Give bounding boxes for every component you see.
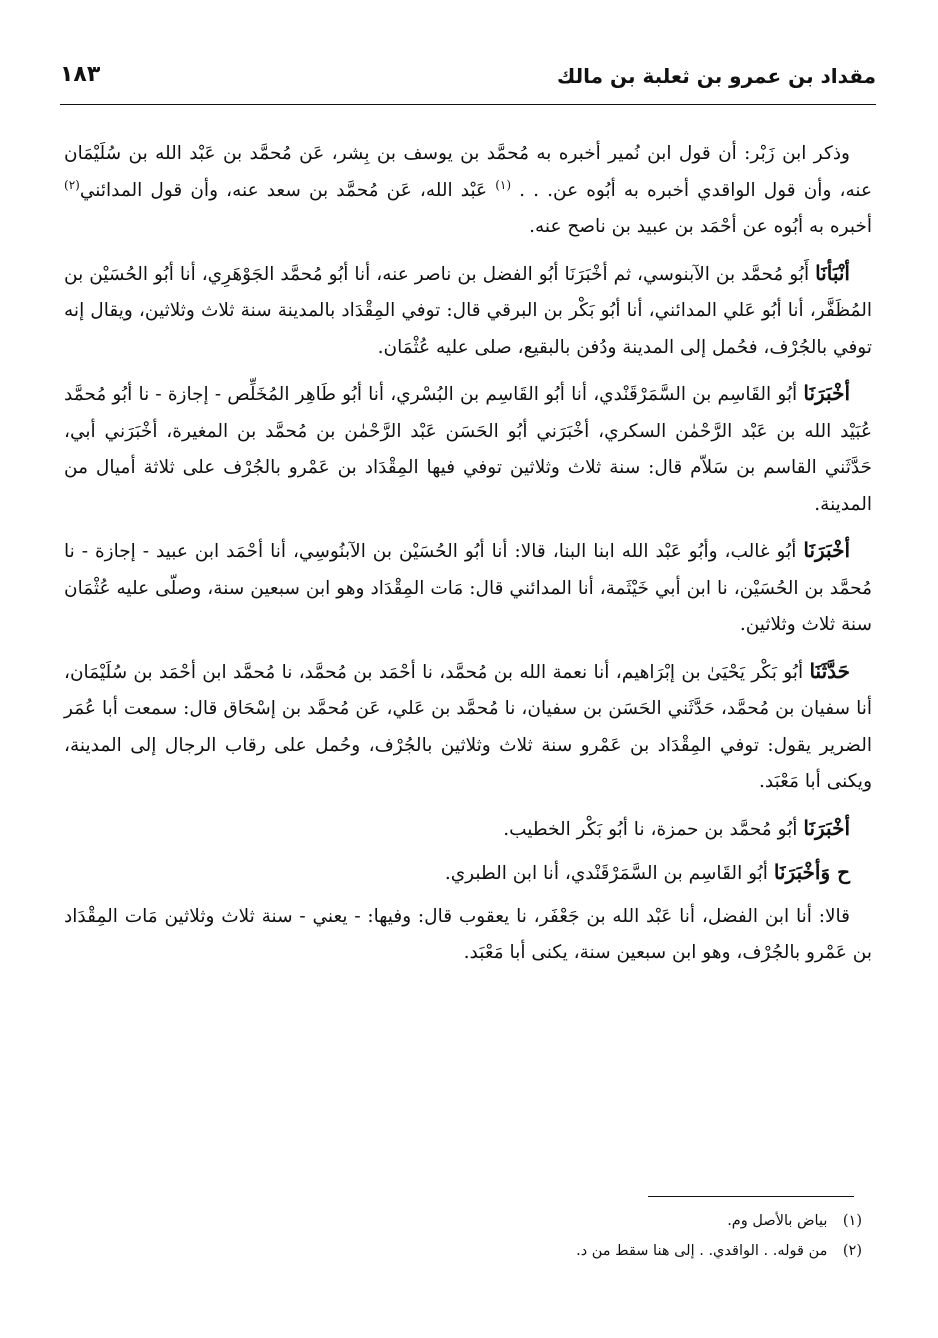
paragraph-8 — [64, 899, 872, 972]
footnote-text: من قوله. . الواقدي. . إلى هنا سقط من د. — [576, 1243, 828, 1259]
isnad-lead-word: أنْبَأنَا — [815, 260, 850, 285]
footnote-2 — [64, 1236, 862, 1266]
isnad-lead-word: أخْبَرَنَا — [803, 381, 850, 405]
footnote-divider — [648, 1196, 854, 1197]
page-number: ١٨٣ — [60, 62, 101, 87]
footnote-reference-2: (٢) — [64, 177, 80, 192]
footnote-reference-1: (١) — [495, 177, 512, 192]
paragraph-text-continued: عَبْد الله، عَن مُحمَّد بن سعد عنه، وأن قول المدائني — [79, 179, 496, 201]
footnote-number: (١) — [842, 1213, 862, 1229]
paragraph-1 — [64, 136, 872, 246]
paragraph-5 — [64, 653, 872, 801]
footnote-number: (٢) — [842, 1243, 862, 1259]
header-divider — [60, 104, 876, 105]
isnad-lead-word: حَدَّثَنَا — [809, 658, 850, 683]
paragraph-text: قالا: أنا ابن الفضل، أنا عَبْد الله بن جَعْفَر، نا يعقوب قال: وفيها: - يعني - سنة ثلاث وثلاثين مَات المِقْدَاد بن عَمْرو بالجُرْف، وهو ابن سبعين سنة، يكنى أبا مَعْبَد. — [64, 905, 872, 963]
main-text — [64, 136, 872, 981]
paragraph-text: أَبُو مُحمَّد بن الآبنوسي، ثم أخْبَرَنَا أبُو الفضل بن ناصر عنه، أنا أبُو مُحمَّد الجَوْهَرِي، أنا أبُو الحُسَيْن بن المُظَفَّر، أنا أبُو عَلي المدائني، أنا أبُو بَكْر بن البرقي قال: توفي المِقْدَاد بالمدينة سنة ثلاث وثلاثين، ويقال إنه توفي بالجُرْف، فحُمل إلى المدينة ودُفن بالبقيع، صلى عليه عُثْمَان. — [64, 263, 872, 358]
isnad-lead-word: أخْبَرَنَا — [803, 815, 850, 840]
paragraph-text: أبُو بَكْر يَحْيَىٰ بن إبْرَاهيم، أنا نعمة الله بن مُحمَّد، نا أحْمَد بن مُحمَّد، نا مُحمَّد ابن أحْمَد بن سُلَيْمَان، أنا سفيان بن مُحمَّد، حَدَّثَني الحَسَن بن سفيان، نا مُحمَّد بن عَلي، عَن مُحمَّد بن إسْحَاق قال: سمعت أبا عُمَر الضرير يقول: توفي المِقْدَاد بن عَمْرو سنة ثلاث وثلاثين بالجُرْف، وحُمل على رقاب الرجال إلى المدينة، ويكنى أبا مَعْبَد. — [64, 661, 872, 792]
paragraph-text: أبُو القَاسِم بن السَّمَرْقَنْدي، أنا ابن الطبري. — [444, 863, 774, 884]
running-title: مقداد بن عمرو بن ثعلبة بن مالك — [557, 64, 876, 88]
paragraph-2 — [64, 255, 872, 367]
paragraph-3 — [64, 375, 872, 523]
paragraph-text: وذكر ابن زَبْر: أن قول ابن نُمير أخبره به مُحمَّد بن يوسف بن بِشر، عَن مُحمَّد بن عَبْد الله بن سُلَيْمَان عنه، وأن قول الواقدي أخبره به أبُوه عن. . . — [64, 143, 872, 201]
paragraph-text-continued: أخبره به أبُوه عن أحْمَد بن عبيد بن ناصح عنه. — [529, 216, 872, 237]
footnote-text: بياض بالأصل وم. — [727, 1213, 828, 1229]
paragraph-4 — [64, 532, 872, 644]
isnad-lead-word: ح وَأخْبَرَنَا — [773, 860, 850, 884]
paragraph-text: أبُو غالب، وأبُو عَبْد الله ابنا البنا، قالا: أنا أبُو الحُسَيْن بن الآبنُوسِي، أنا أحْمَد ابن عبيد - إجازة - نا مُحمَّد بن الحُسَيْن، نا ابن أبي خَيْثَمة، أنا المدائني قال: مَات المِقْدَاد وهو ابن سبعين سنة، وصلّى عليه عُثْمَان سنة ثلاث وثلاثين. — [64, 541, 872, 635]
footnote-1 — [64, 1206, 862, 1236]
paragraph-6 — [64, 810, 872, 849]
paragraph-text: أبُو مُحمَّد بن حمزة، نا أبُو بَكْر الخطيب. — [503, 818, 804, 840]
paragraph-7 — [64, 854, 872, 893]
page-header — [60, 58, 876, 108]
footnotes — [64, 1206, 862, 1266]
paragraph-text: أبُو القَاسِم بن السَّمَرْقَنْدي، أنا أبُو القَاسِم بن البُسْري، أنا أبُو طَاهِر المُخَلِّص - إجازة - نا أبُو مُحمَّد عُبَيْد الله بن عَبْد الرَّحْمٰن السكري، أخْبَرَني أبُو الحَسَن عَبْد الرَّحْمٰن بن مُحمَّد بن المغيرة، أخْبَرَني أبي، حَدَّثَني القاسم بن سَلاّم قال: سنة ثلاث وثلاثين توفي فيها المِقْدَاد بن عَمْرو بالجُرْف على ثلاثة أميال من المدينة. — [64, 384, 872, 515]
isnad-lead-word: أخْبَرَنَا — [803, 538, 850, 562]
